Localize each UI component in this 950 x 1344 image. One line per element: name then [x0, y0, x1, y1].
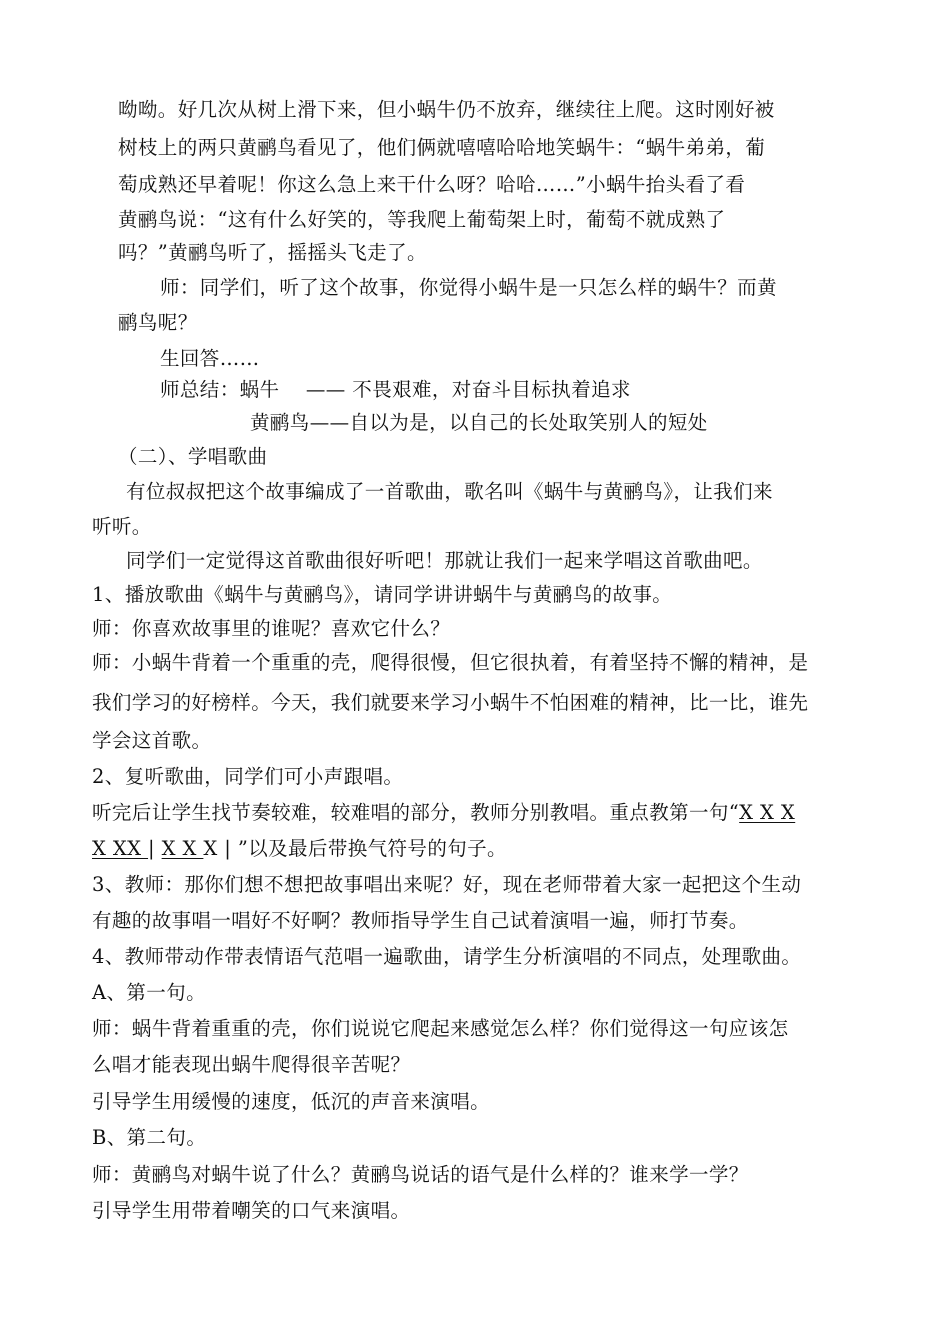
summary-oriole: 黄鹂鸟——自以为是，以自己的长处取笑别人的短处 [250, 411, 708, 434]
intro-line-2: 听听。 [92, 515, 152, 538]
rhythm-notation-b: X XX [92, 837, 149, 860]
story-line-5: 吗？”黄鹂鸟听了，摇摇头飞走了。 [118, 241, 427, 264]
section-heading: （二）、学唱歌曲 [118, 445, 268, 468]
step-2-line-2 [92, 800, 795, 826]
intro-line-3: 同学们一定觉得这首歌曲很好听吧！那就让我们一起来学唱这首歌曲吧。 [126, 549, 763, 572]
rhythm-notation-a: X X X [739, 801, 796, 824]
story-line-4: 黄鹂鸟说：“这有什么好笑的，等我爬上葡萄架上时，葡萄不就成熟了 [118, 208, 726, 231]
part-a-heading: A、第一句。 [92, 981, 206, 1004]
story-line-1: 呦呦。好几次从树上滑下来，但小蜗牛仍不放弃，继续往上爬。这时刚好被 [118, 98, 775, 121]
rhythm-notation-d: X | [203, 837, 238, 860]
part-a-line-3: 引导学生用缓慢的速度，低沉的声音来演唱。 [92, 1090, 491, 1113]
step-1-line-2: 师：你喜欢故事里的谁呢？喜欢它什么？ [92, 617, 451, 640]
student-answer: 生回答…… [160, 347, 260, 370]
bar-line: | [148, 837, 162, 860]
part-a-line-2: 么唱才能表现出蜗牛爬得很辛苦呢？ [92, 1053, 411, 1076]
part-a-line-1: 师：蜗牛背着重重的壳，你们说说它爬起来感觉怎么样？你们觉得这一句应该怎 [92, 1017, 789, 1040]
part-b-line-2: 引导学生用带着嘲笑的口气来演唱。 [92, 1199, 411, 1222]
step-1-line-3: 师：小蜗牛背着一个重重的壳，爬得很慢，但它很执着，有着坚持不懈的精神，是 [92, 651, 809, 674]
part-b-heading: B、第二句。 [92, 1126, 207, 1149]
rhythm-notation-c: X X [161, 837, 204, 860]
story-line-3: 萄成熟还早着呢！你这么急上来干什么呀？哈哈……”小蜗牛抬头看了看 [118, 173, 746, 196]
step-2-line-1: 2、复听歌曲，同学们可小声跟唱。 [92, 765, 404, 788]
intro-line-1: 有位叔叔把这个故事编成了一首歌曲，歌名叫《蜗牛与黄鹂鸟》，让我们来 [126, 480, 773, 503]
step-3-line-1: 3、教师：那你们想不想把故事唱出来呢？好，现在老师带着大家一起把这个生动 [92, 873, 802, 896]
summary-snail: 师总结：蜗牛 —— 不畏艰难，对奋斗目标执着追求 [160, 378, 631, 401]
step-1-line-1: 1、播放歌曲《蜗牛与黄鹂鸟》，请同学讲讲蜗牛与黄鹂鸟的故事。 [92, 583, 673, 606]
step-1-line-4: 我们学习的好榜样。今天，我们就要来学习小蜗牛不怕困难的精神，比一比，谁先 [92, 691, 809, 714]
step-2-line-3 [92, 836, 507, 862]
step-3-line-2: 有趣的故事唱一唱好不好啊？教师指导学生自己试着演唱一遍，师打节奏。 [92, 909, 749, 932]
story-line-2: 树枝上的两只黄鹂鸟看见了，他们俩就嘻嘻哈哈地笑蜗牛：“蜗牛弟弟，葡 [118, 136, 766, 159]
teacher-question-line-2: 鹂鸟呢？ [118, 311, 198, 334]
step-4-line-1: 4、教师带动作带表情语气范唱一遍歌曲，请学生分析演唱的不同点，处理歌曲。 [92, 945, 802, 968]
step-2-text-end: ”以及最后带换气符号的句子。 [237, 837, 507, 860]
part-b-line-1: 师：黄鹂鸟对蜗牛说了什么？黄鹂鸟说话的语气是什么样的？谁来学一学？ [92, 1163, 749, 1186]
step-1-line-5: 学会这首歌。 [92, 729, 212, 752]
teacher-question-line-1: 师：同学们，听了这个故事，你觉得小蜗牛是一只怎么样的蜗牛？而黄 [160, 276, 777, 299]
step-2-text: 听完后让学生找节奏较难，较难唱的部分，教师分别教唱。重点教第一句“ [92, 801, 740, 824]
